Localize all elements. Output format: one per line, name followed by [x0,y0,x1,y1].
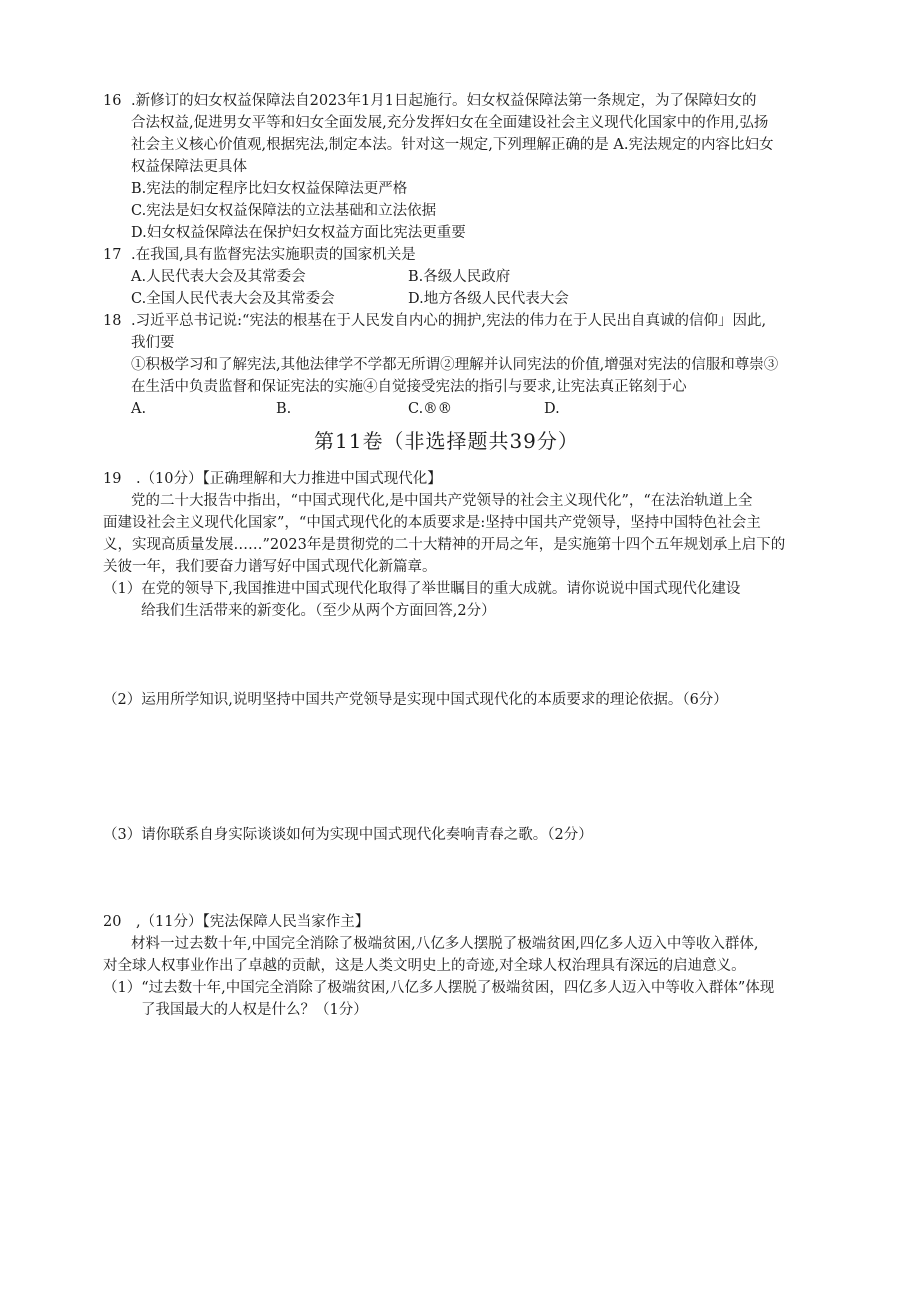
option-b: B.宪法的制定程序比妇女权益保障法更严格 [131,181,408,197]
question-number: 18 [103,313,122,329]
question-stem-line: .在我国,具有监督宪法实施职责的国家机关是 [131,247,416,263]
sub-question-1: （1）“过去数十年,中国完全消除了极端贫困,八亿多人摆脱了极端贫困，四亿多人迈入中等收入群体”体现 [103,980,775,996]
material-line: 义，实现高质量发展……”2023年是贯彻党的二十大精神的开局之年，是实施第十四个五年规划承上启下的 [103,537,786,553]
material-line: 面建设社会主义现代化国家”，“中国式现代化的本质要求是:坚持中国共产党领导，坚持中国特色社会主 [103,515,761,531]
option-a: A.人民代表大会及其常委会 [131,269,306,285]
sub-question-1: （1）在党的领导下,我国推进中国式现代化取得了举世瞩目的重大成就。请你说说中国式现代化建设 [103,581,741,597]
option-a: A. [131,401,147,417]
sub-question-3: （3）请你联系自身实际谈谈如何为实现中国式现代化奏响青春之歌。（2分） [103,827,593,843]
material-line: 对全球人权事业作出了卓越的贡献，这是人类文明史上的奇迹,对全球人权治理具有深远的启迪意义。 [103,958,746,974]
question-stem-line: .新修订的妇女权益保障法自2023年1月1日起施行。妇女权益保障法第一条规定，为了保障妇女的 [131,93,757,109]
question-stem-line: 合法权益,促进男女平等和妇女全面发展,充分发挥妇女在全面建设社会主义现代化国家中的作用,弘扬 [131,115,769,131]
question-header: 20 ,（11分）【宪法保障人民当家作主】 [103,914,370,930]
option-b: B. [276,401,292,417]
option-b: B.各级人民政府 [408,269,511,285]
material-line: 关彼一年，我们要奋力谱写好中国式现代化新篇章。 [103,559,437,575]
question-stem-line: 权益保障法更具体 [131,159,247,175]
sub-question-1-cont: 了我国最大的人权是什么？（1分） [141,1002,368,1018]
section-title: 第11卷（非选择题共39分） [314,429,579,453]
question-number: 16 [103,93,122,109]
material-line: 材料一过去数十年,中国完全消除了极端贫困,八亿多人摆脱了极端贫困,四亿多人迈入中等收入群体, [131,936,759,952]
question-stem-line: 我们要 [131,335,175,351]
question-stem-line: 社会主义核心价值观,根据宪法,制定本法。针对这一规定,下列理解正确的是 A.宪法规定的内容比妇女 [131,137,774,153]
option-c: C.宪法是妇女权益保障法的立法基础和立法依据 [131,203,437,219]
option-c: C.全国人民代表大会及其常委会 [131,291,335,307]
option-d: D.地方各级人民代表大会 [408,291,569,307]
question-number: 17 [103,247,122,263]
option-c: C.®® [408,401,453,417]
question-header: 19 .（10分）【正确理解和大力推进中国式现代化】 [103,471,442,487]
question-stem-line: .习近平总书记说:“宪法的根基在于人民发自内心的拥护,宪法的伟力在于人民出自真诚的信仰」因此, [131,313,767,329]
question-stem-line: 在生活中负责监督和保证宪法的实施④自觉接受宪法的指引与要求,让宪法真正铭刻于心 [131,379,687,395]
sub-question-2: （2）运用所学知识,说明坚持中国共产党领导是实现中国式现代化的本质要求的理论依据。（6分） [103,692,728,708]
question-stem-line: ①积极学习和了解宪法,其他法律学不学都无所谓②理解并认同宪法的价值,增强对宪法的信服和尊崇③ [131,357,779,373]
option-d: D.妇女权益保障法在保护妇女权益方面比宪法更重要 [131,225,466,241]
material-line: 党的二十大报告中指出，“中国式现代化,是中国共产党领导的社会主义现代化”，“在法治轨道上全 [131,493,753,509]
sub-question-1-cont: 给我们生活带来的新变化。（至少从两个方面回答,2分） [141,603,496,619]
option-d: D. [544,401,560,417]
